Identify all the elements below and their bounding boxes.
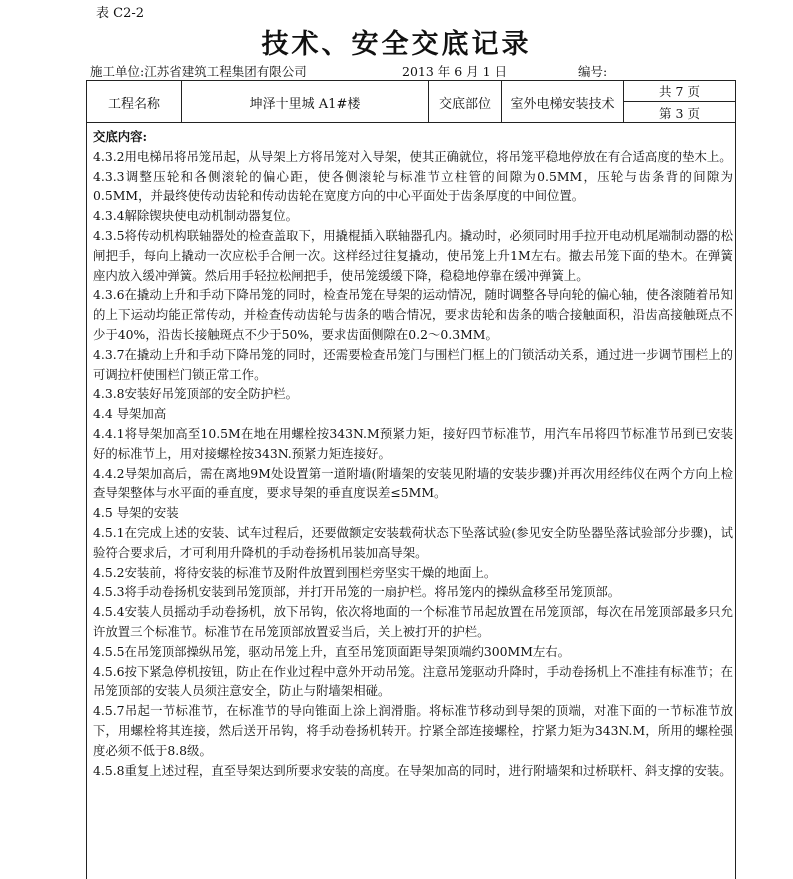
content-heading: 交底内容: bbox=[93, 129, 148, 144]
construction-unit: 施工单位:江苏省建筑工程集团有限公司 bbox=[90, 64, 307, 79]
paragraph: 4.5.1在完成上述的安装、试车过程后，还要做额定安装载荷状态下坠落试验(参见安全防坠器坠落试验部分步骤)，试验符合要求后，才可利用升降机的手动卷扬机吊装加高导架。 bbox=[93, 524, 733, 560]
paragraph: 4.5.4安装人员摇动手动卷扬机，放下吊钩，依次将地面的一个标准节吊起放置在吊笼顶部，每次在吊笼顶部最多只允许放置三个标准节。标准节在吊笼顶部放置妥当后，关上被打开的护栏。 bbox=[93, 604, 733, 639]
paragraph: 4.3.8安装好吊笼顶部的安全防护栏。 bbox=[93, 386, 298, 402]
total-pages: 共 7 页 bbox=[624, 81, 735, 102]
paragraph: 4.5.8重复上述过程，直至导架达到所要求安装的高度。在导架加高的同时，进行附墙架和过桥联杆、斜支撑的安装。 bbox=[93, 762, 732, 778]
document-title: 技术、安全交底记录 bbox=[261, 29, 532, 60]
paragraph: 4.5.2安装前，将待安装的标准节及附件放置到围栏旁坚实干燥的地面上。 bbox=[93, 564, 497, 580]
paragraph: 4.3.2用电梯吊将吊笼吊起，从导架上方将吊笼对入导架，使其正确就位，将吊笼平稳地停放在有合适高度的垫木上。 bbox=[93, 148, 732, 164]
record-table bbox=[86, 80, 736, 879]
serial-number-label: 编号: bbox=[578, 64, 608, 79]
paragraph: 4.3.5将传动机构联轴器处的检查盖取下，用撬棍插入联轴器孔内。撬动时，必须同时用手拉开电动机尾端制动器的松闸把手，每向上撬动一次应松手合闸一次。这样经过往复撬动，使吊笼上升1M左右。撤去吊笼下面的垫木。在弹簧座内放入缓冲弹簧。然后用手轻拉松闸把手，使吊笼缓缓下降，稳稳地停靠在缓冲弹簧上。 bbox=[93, 227, 733, 283]
project-name-value: 坤泽十里城 A1#楼 bbox=[182, 81, 429, 123]
form-code: 表 C2-2 bbox=[96, 6, 145, 21]
paragraph: 4.5.5在吊笼顶部操纵吊笼，驱动吊笼上升，直至吊笼顶面距导架顶端约300MM左右。 bbox=[93, 643, 571, 659]
current-page: 第 3 页 bbox=[659, 105, 700, 121]
header-row bbox=[87, 81, 735, 123]
paragraph: 4.4.1将导架加高至10.5M在地在用螺栓按343N.M预紧力矩，接好四节标准节，用汽车吊将四节标准节吊到已安装好的标准节上，用对接螺栓按343N.预紧力矩连接好。 bbox=[93, 425, 733, 461]
page-info bbox=[624, 81, 735, 123]
project-name-label: 工程名称 bbox=[87, 81, 182, 123]
paragraph: 4.4.2导架加高后，需在离地9M处设置第一道附墙(附墙架的安装见附墙的安装步骤)并再次用经纬仪在两个方向上检查导架整体与水平面的垂直度，要求导架的垂直度误差≤5MM。 bbox=[93, 465, 733, 501]
document-date: 2013 年 6 月 1 日 bbox=[402, 64, 508, 79]
section-heading: 4.4 导架加高 bbox=[93, 406, 167, 422]
paragraph: 4.5.6按下紧急停机按钮，防止在作业过程中意外开动吊笼。注意吊笼驱动升降时，手动卷扬机上不准挂有标准节；在吊笼顶部的安装人员须注意安全，防止与附墙架相碰。 bbox=[93, 663, 733, 699]
paragraph: 4.5.7吊起一节标准节，在标准节的导向锥面上涂上润滑脂。将标准节移动到导架的顶端，对准下面的一节标准节放下，用螺栓将其连接，然后送开吊钩，将手动卷扬机转开。拧紧全部连接螺栓，拧紧力矩为343N.M，所用的螺栓强度必须不低于8.8级。 bbox=[93, 703, 733, 758]
disclosure-part-value: 室外电梯安装技术 bbox=[502, 81, 624, 123]
disclosure-part-label: 交底部位 bbox=[429, 81, 502, 123]
paragraph: 4.3.7在撬动上升和手动下降吊笼的同时，还需要检查吊笼门与围栏门框上的门锁活动关系，通过进一步调节围栏上的可调拉杆使围栏门锁正常工作。 bbox=[93, 346, 733, 382]
paragraph: 4.3.4解除锲块使电动机制动器复位。 bbox=[93, 208, 298, 224]
paragraph: 4.3.3调整压轮和各侧滚轮的偏心距，使各侧滚轮与标准节立柱管的间隙为0.5MM，压轮与齿条背的间隙为0.5MM，并最终使传动齿轮和传动齿轮在宽度方向的中心平面处于齿条厚度的中间位置。 bbox=[93, 168, 733, 204]
disclosure-content bbox=[93, 127, 733, 780]
paragraph: 4.3.6在撬动上升和手动下降吊笼的同时，检查吊笼在导架的运动情况，随时调整各导向轮的偏心轴，使各滚随着吊知的上下运动均能正常传动，并检查传动齿轮与齿条的啮合情况，要求齿轮和齿条的啮合接触面积，沿齿高接触斑点不少于40%，沿齿长接触斑点不少于50%，要求齿面侧隙在0.2～0.3MM。 bbox=[93, 287, 733, 342]
paragraph: 4.5.3将手动卷扬机安装到吊笼顶部，并打开吊笼的一扇护栏。将吊笼内的操纵盒移至吊笼顶部。 bbox=[93, 584, 621, 600]
section-heading: 4.5 导架的安装 bbox=[93, 505, 179, 521]
